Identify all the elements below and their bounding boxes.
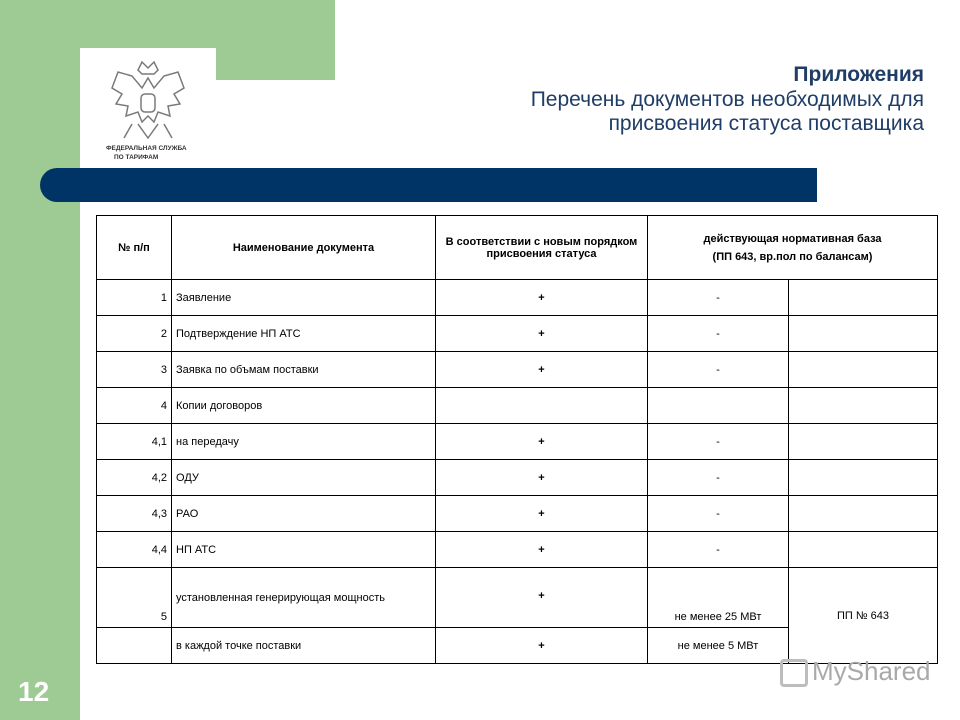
row-num: 4,1 <box>97 424 172 460</box>
row-num: 2 <box>97 316 172 352</box>
table-row <box>97 424 938 460</box>
logo-caption-line2: ПО ТАРИФАМ <box>114 154 159 161</box>
logo-caption <box>80 144 216 162</box>
header-num: № п/п <box>97 216 172 280</box>
row-name: Копии договоров <box>172 388 436 424</box>
table-row <box>97 388 938 424</box>
row-name: в каждой точке поставки <box>172 628 436 664</box>
row-new: + <box>436 496 648 532</box>
row-extra <box>789 496 938 532</box>
row-num: 4,4 <box>97 532 172 568</box>
row-extra <box>789 424 938 460</box>
title-sub-line1: Перечень документов необходимых для <box>530 88 924 111</box>
row-extra <box>789 532 938 568</box>
row-name: Заявление <box>172 280 436 316</box>
watermark-icon <box>780 659 808 687</box>
row-new: + <box>436 316 648 352</box>
row-extra <box>789 352 938 388</box>
slide-number: 12 <box>18 676 50 707</box>
navy-divider-bar <box>40 168 817 202</box>
row-new: + <box>436 532 648 568</box>
row-extra <box>789 388 938 424</box>
row-extra <box>789 460 938 496</box>
slide-title <box>531 62 924 136</box>
row-name: РАО <box>172 496 436 532</box>
row-current: - <box>648 460 789 496</box>
row-current: - <box>648 280 789 316</box>
row-new: + <box>436 460 648 496</box>
row-num: 4,3 <box>97 496 172 532</box>
row-name: НП АТС <box>172 532 436 568</box>
table-row <box>97 496 938 532</box>
row-num: 5 <box>97 568 172 628</box>
row-name: установленная генерирующая мощность <box>172 568 436 628</box>
row-num: 1 <box>97 280 172 316</box>
row-current: - <box>648 532 789 568</box>
row-num: 3 <box>97 352 172 388</box>
row-name: Заявка по объмам поставки <box>172 352 436 388</box>
row-current: не менее 25 МВт <box>648 568 789 628</box>
row-num: 4,2 <box>97 460 172 496</box>
table-row <box>97 460 938 496</box>
row-new: + <box>436 424 648 460</box>
row-extra <box>789 316 938 352</box>
documents-table <box>96 215 938 664</box>
table-row <box>97 532 938 568</box>
row-num: 4 <box>97 388 172 424</box>
table-row <box>97 280 938 316</box>
row-new: + <box>436 280 648 316</box>
row-current: не менее 5 МВт <box>648 628 789 664</box>
row-num <box>97 628 172 664</box>
row-current: - <box>648 316 789 352</box>
row-current: - <box>648 496 789 532</box>
row-name: ОДУ <box>172 460 436 496</box>
fst-logo <box>80 48 216 170</box>
row-current: - <box>648 424 789 460</box>
row-extra: ПП № 643 <box>789 568 938 664</box>
row-new: + <box>436 352 648 388</box>
row-new: + <box>436 568 648 628</box>
watermark <box>780 656 931 687</box>
header-current-line2: (ПП 643, вр.пол по балансам) <box>712 250 873 263</box>
table-row <box>97 316 938 352</box>
left-green-strip <box>0 0 80 720</box>
watermark-text: MyShared <box>812 656 931 686</box>
double-headed-eagle-icon <box>108 58 188 142</box>
title-main: Приложения <box>793 63 924 86</box>
logo-caption-line1: ФЕДЕРАЛЬНАЯ СЛУЖБА <box>106 145 187 152</box>
row-name: Подтверждение НП АТС <box>172 316 436 352</box>
row-name: на передачу <box>172 424 436 460</box>
header-new: В соответствии с новым порядком присвоения статуса <box>436 216 648 280</box>
title-sub-line2: присвоения статуса поставщика <box>608 112 924 135</box>
table-row <box>97 568 938 628</box>
header-current-line1: действующая нормативная база <box>703 232 882 245</box>
row-current: - <box>648 352 789 388</box>
row-new <box>436 388 648 424</box>
table-header-row <box>97 216 938 280</box>
header-name: Наименование документа <box>172 216 436 280</box>
row-new: + <box>436 628 648 664</box>
row-current <box>648 388 789 424</box>
header-current <box>648 216 938 280</box>
table-row <box>97 352 938 388</box>
row-extra <box>789 280 938 316</box>
